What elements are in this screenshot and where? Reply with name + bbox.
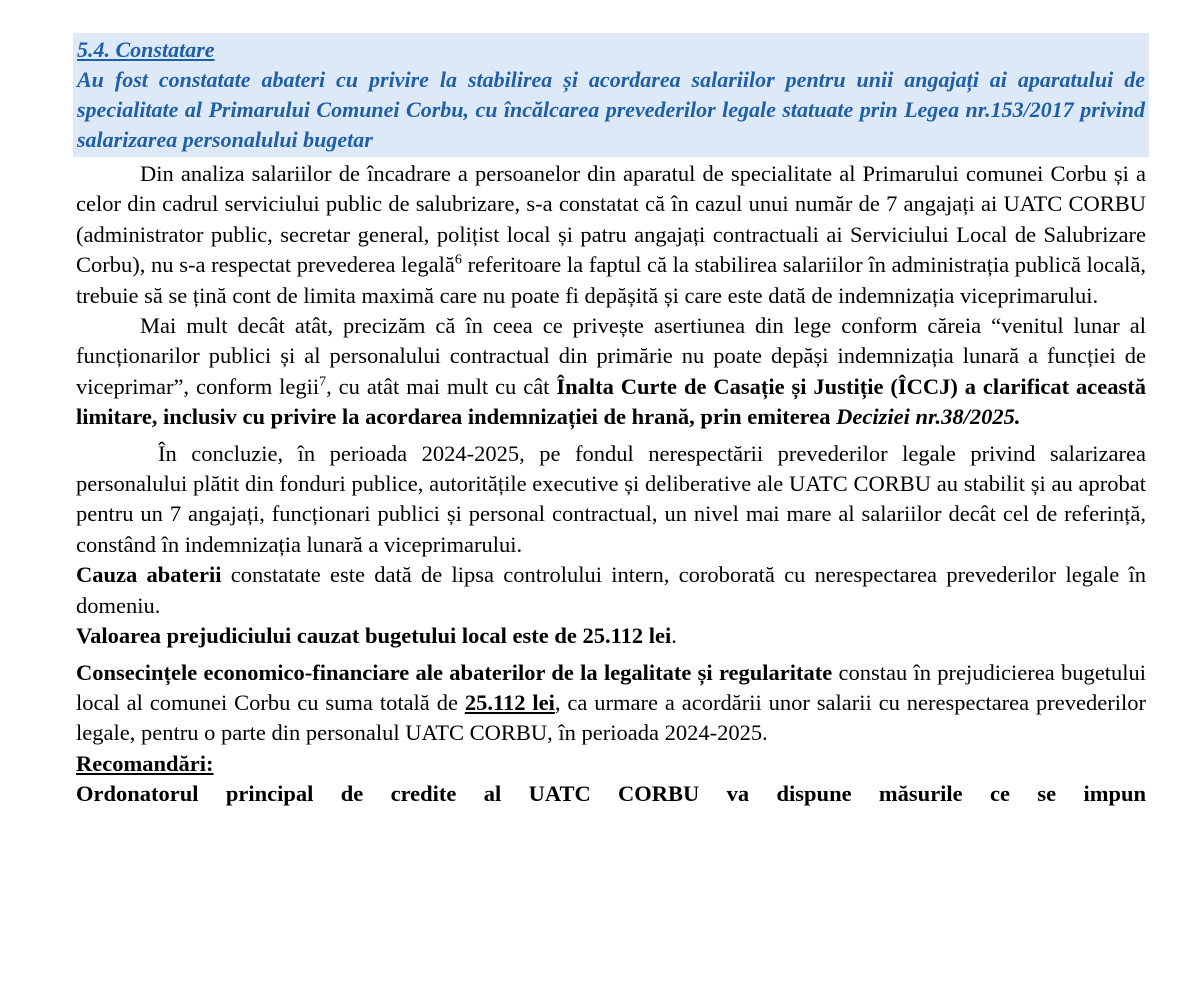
paragraph-analysis <box>76 159 1146 311</box>
cause-label: Cauza abaterii <box>76 562 222 588</box>
decision-reference: Deciziei nr.38/2025. <box>836 404 1021 430</box>
paragraph-damage-value <box>76 621 1146 651</box>
cause-text: constatate este dată de lipsa controlului intern, coroborată cu nerespectarea prevederilor legale în domeniu. <box>76 562 1147 618</box>
footnote-ref-7: 7 <box>319 374 327 390</box>
footnote-ref-6: 6 <box>454 252 462 268</box>
section-title: 5.4. Constatare <box>77 37 215 62</box>
consequences-label: Consecințele economico-financiare ale abaterilor de la legalitate și regularitate <box>76 659 833 685</box>
damage-value-text: Valoarea prejudiciului cauzat bugetului local este de 25.112 lei <box>76 623 672 649</box>
paragraph-analysis-text: Din analiza salariilor de încadrare a persoanelor din aparatul de specialitate al Primarului comunei Corbu și a celor din cadrul serviciului public de salubrizare, s-a constatat că în cazul unui număr de 7 angajați ai UATC CORBU (administrator public, secretar general, polițist local și patru angajați contractuali ai Serviciului Local de Salubrizare Corbu), nu s-a respectat prevederea legală <box>76 161 1146 278</box>
paragraph-cause <box>76 560 1146 621</box>
paragraph-consequences <box>76 658 1146 749</box>
section-subtitle: Au fost constatate abateri cu privire la stabilirea și acordarea salariilor pentru unii angajați ai aparatului de specialitate al Primarului Comunei Corbu, cu încălcarea prevederilor legale statuate prin Legea nr.153/2017 privind salarizarea personalului bugetar <box>77 67 1145 152</box>
paragraph-legal-context-text-cont: , cu atât mai mult cu cât <box>326 373 557 399</box>
paragraph-legal-context-text: Mai mult decât atât, precizăm că în ceea ce privește asertiunea din lege conform căreia “venitul lunar al funcționarilor publici și al personalului contractual din primărie nu poate depăși indemnizația lunară a funcției de viceprimar”, conform legii <box>76 313 1146 399</box>
paragraph-legal-context <box>76 311 1146 433</box>
document-body <box>76 159 1146 810</box>
paragraph-conclusion: În concluzie, în perioada 2024-2025, pe fondul nerespectării prevederilor legale privind salarizarea personalului plătit din fonduri publice, autoritățile executive și deliberative ale UATC CORBU au stabilit și au aprobat pentru un 7 angajați, funcționari publici și personal contractual, un nivel mai mare al salariilor decât cel de referință, constând în indemnizația lunară a viceprimarului. <box>76 440 1146 557</box>
consequences-text-cont: , ca urmare a acordării unor salarii cu nerespectarea prevederilor legale, pentru o parte din personalul UATC CORBU, în perioada 2024-2025. <box>76 689 1146 746</box>
total-amount: 25.112 lei <box>464 689 555 715</box>
damage-value-period: . <box>671 623 677 649</box>
section-header-block <box>73 33 1149 157</box>
recommendations-text: Ordonatorul principal de credite al UATC CORBU va dispune măsurile ce se impun <box>76 781 1146 807</box>
paragraph-analysis-text-cont: referitoare la faptul că la stabilirea salariilor în administrația publică locală, trebuie să se țină cont de limita maximă care nu poate fi depășită și care este dată de indemnizația viceprimarului. <box>76 252 1146 308</box>
consequences-text: constau în prejudicierea bugetului local al comunei Corbu cu suma totală de <box>76 659 1146 715</box>
recommendations-heading-text: Recomandări: <box>76 750 214 776</box>
recommendations-heading <box>76 749 1146 779</box>
iccj-clarification: Înalta Curte de Casație și Justiție (ÎCCJ) a clarificat această limitare, inclusiv cu privire la acordarea indemnizației de hrană, prin emiterea <box>76 373 1147 430</box>
